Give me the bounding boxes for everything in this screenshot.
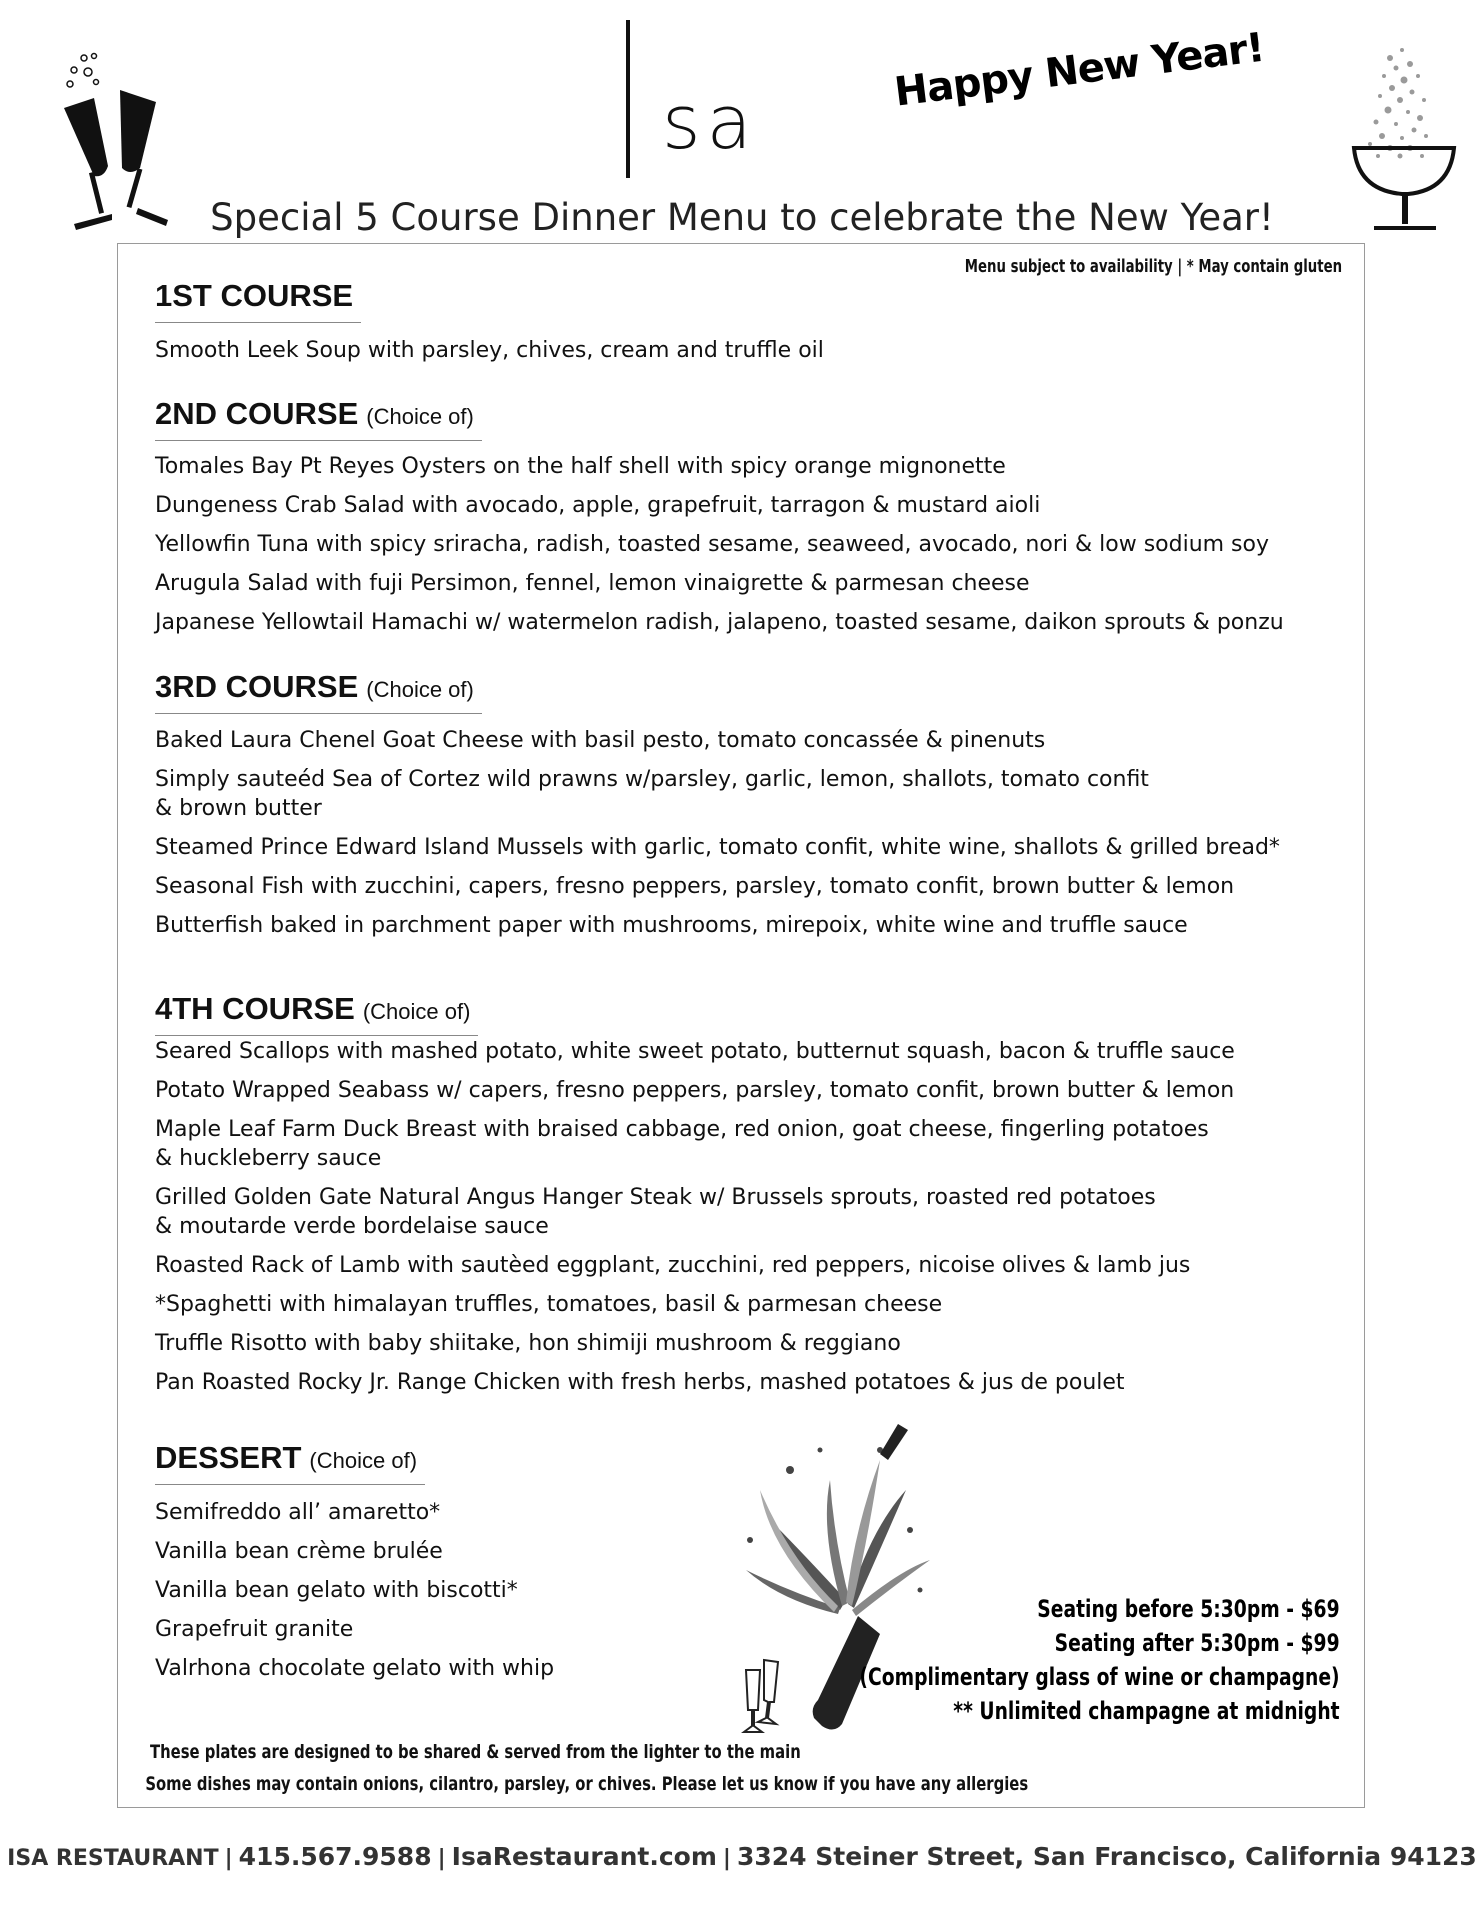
dessert-heading [155, 1440, 425, 1485]
logo-text: sa [662, 80, 758, 166]
menu-item: Dungeness Crab Salad with avocado, apple, grapefruit, tarragon & mustard aioli [155, 493, 1041, 518]
happy-new-year: Happy New Year! [892, 24, 1267, 116]
menu-item: Butterfish baked in parchment paper with mushrooms, mirepoix, white wine and truffle sauce [155, 913, 1188, 938]
course-choice: (Choice of) [366, 677, 474, 702]
menu-item: Arugula Salad with fuji Persimon, fennel, lemon vinaigrette & parmesan cheese [155, 571, 1030, 596]
restaurant-name: ISA RESTAURANT [7, 1846, 219, 1871]
course-1-heading [155, 278, 361, 323]
menu-item: Grilled Golden Gate Natural Angus Hanger Steak w/ Brussels sprouts, roasted red potatoes & moutarde verde bordelaise sauce [155, 1185, 1156, 1239]
course-title: 4TH COURSE [155, 991, 355, 1026]
course-3-heading [155, 669, 482, 714]
footnotes [145, 1736, 1029, 1800]
menu-item: Baked Laura Chenel Goat Cheese with basil pesto, tomato concassée & pinenuts [155, 728, 1046, 753]
course-choice: (Choice of) [309, 1448, 418, 1473]
menu-item: Tomales Bay Pt Reyes Oysters on the half shell with spicy orange mignonette [155, 454, 1006, 479]
website: IsaRestaurant.com [451, 1842, 717, 1871]
menu-item: Truffle Risotto with baby shiitake, hon shimiji mushroom & reggiano [155, 1331, 901, 1356]
course-3-items [155, 726, 1280, 950]
logo-bar [626, 20, 630, 178]
menu-item: Yellowfin Tuna with spicy sriracha, radish, toasted sesame, seaweed, avocado, nori & low sodium soy [155, 532, 1269, 557]
menu-item: Potato Wrapped Seabass w/ capers, fresno peppers, parsley, tomato confit, brown butter & lemon [155, 1078, 1235, 1103]
footnote: These plates are designed to be shared & served from the lighter to the main [150, 1741, 801, 1763]
course-title: 2ND COURSE [155, 396, 359, 431]
isa-logo [626, 20, 786, 180]
course-1-items [155, 336, 824, 375]
menu-item: Pan Roasted Rocky Jr. Range Chicken with fresh herbs, mashed potatoes & jus de poulet [155, 1370, 1125, 1395]
menu-item: Roasted Rack of Lamb with sautèed eggplant, zucchini, red peppers, nicoise olives & lamb jus [155, 1253, 1191, 1278]
menu-item: Smooth Leek Soup with parsley, chives, cream and truffle oil [155, 338, 824, 363]
price-line: Seating after 5:30pm - $99 [1055, 1629, 1340, 1657]
price-line: (Complimentary glass of wine or champagne) [859, 1663, 1340, 1691]
menu-item: Seasonal Fish with zucchini, capers, fresno peppers, parsley, tomato confit, brown butter & lemon [155, 874, 1235, 899]
course-4-heading [155, 991, 478, 1036]
price-line: ** Unlimited champagne at midnight [953, 1697, 1340, 1725]
menu-item: Valrhona chocolate gelato with whip [155, 1656, 555, 1681]
course-title: 3RD COURSE [155, 669, 359, 704]
footer: ISA RESTAURANT | 415.567.9588 | IsaRestaurant.com | 3324 Steiner Street, San Francisco, California 94123 [7, 1842, 1477, 1871]
menu-item: Simply sauteéd Sea of Cortez wild prawns w/parsley, garlic, lemon, shallots, tomato confit & brown butter [155, 767, 1149, 821]
menu-item: Japanese Yellowtail Hamachi w/ watermelon radish, jalapeno, toasted sesame, daikon sprouts & ponzu [155, 610, 1284, 635]
price-line: Seating before 5:30pm - $69 [1037, 1595, 1340, 1623]
menu-item: *Spaghetti with himalayan truffles, tomatoes, basil & parmesan cheese [155, 1292, 943, 1317]
menu-item: Seared Scallops with mashed potato, white sweet potato, butternut squash, bacon & truffle sauce [155, 1039, 1235, 1064]
course-2-items [155, 452, 1284, 647]
availability-note: Menu subject to availability | * May contain gluten [964, 256, 1342, 277]
menu-item: Steamed Prince Edward Island Mussels with garlic, tomato confit, white wine, shallots & grilled bread* [155, 835, 1280, 860]
menu-item: Grapefruit granite [155, 1617, 354, 1642]
course-title: DESSERT [155, 1440, 302, 1475]
menu-item: Vanilla bean crème brulée [155, 1539, 443, 1564]
dessert-items [155, 1498, 554, 1693]
menu-item: Semifreddo all’ amaretto* [155, 1500, 441, 1525]
course-choice: (Choice of) [366, 404, 474, 429]
footnote: Some dishes may contain onions, cilantro, parsley, or chives. Please let us know if you have any allergies [145, 1773, 1029, 1795]
course-2-heading [155, 396, 482, 441]
phone: 415.567.9588 [238, 1842, 432, 1871]
address: 3324 Steiner Street, San Francisco, California 94123 [736, 1842, 1477, 1871]
menu-item: Maple Leaf Farm Duck Breast with braised cabbage, red onion, goat cheese, fingerling potatoes & huckleberry sauce [155, 1117, 1209, 1171]
course-4-items [155, 1037, 1235, 1407]
course-title: 1ST COURSE [155, 278, 354, 313]
page-headline: Special 5 Course Dinner Menu to celebrate the New Year! [210, 196, 1274, 239]
pricing-block [860, 1592, 1340, 1728]
course-choice: (Choice of) [362, 999, 471, 1024]
menu-item: Vanilla bean gelato with biscotti* [155, 1578, 518, 1603]
